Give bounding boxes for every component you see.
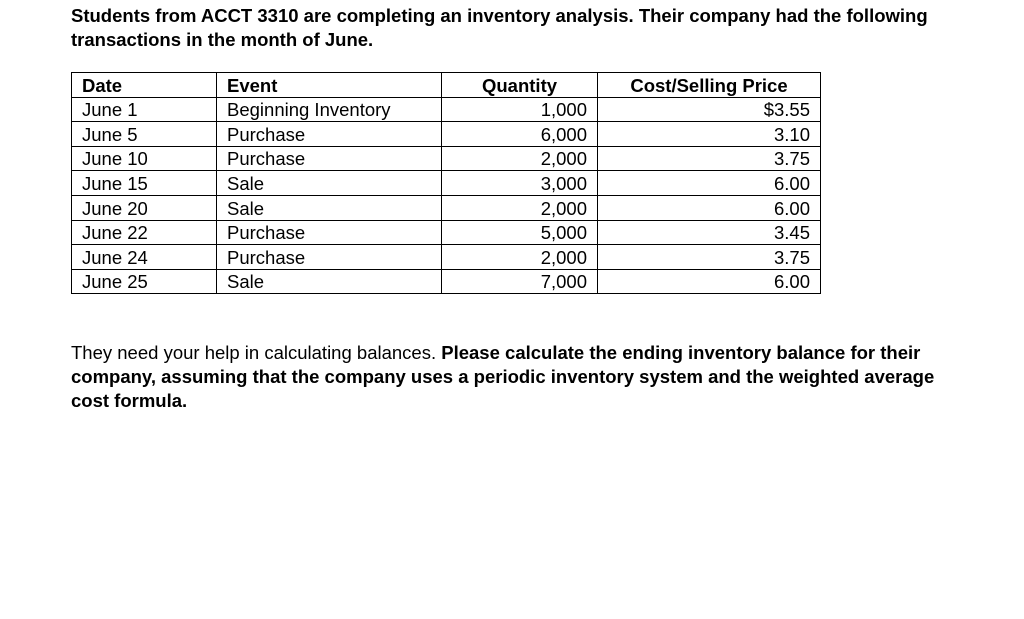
table-row <box>72 171 821 196</box>
cell-quantity: 6,000 <box>442 122 598 147</box>
table-row <box>72 97 821 122</box>
cell-event: Purchase <box>217 245 442 270</box>
cell-price: 6.00 <box>598 171 821 196</box>
cell-date: June 5 <box>72 122 217 147</box>
cell-price: 6.00 <box>598 195 821 220</box>
table-row <box>72 122 821 147</box>
transactions-table <box>71 72 821 294</box>
cell-event: Sale <box>217 171 442 196</box>
cell-date: June 20 <box>72 195 217 220</box>
table-row <box>72 146 821 171</box>
cell-event: Purchase <box>217 122 442 147</box>
table-row <box>72 220 821 245</box>
table-row <box>72 195 821 220</box>
cell-price: 6.00 <box>598 269 821 294</box>
cell-date: June 22 <box>72 220 217 245</box>
cell-price: 3.75 <box>598 245 821 270</box>
table-row <box>72 269 821 294</box>
cell-date: June 25 <box>72 269 217 294</box>
cell-price: 3.75 <box>598 146 821 171</box>
cell-quantity: 2,000 <box>442 146 598 171</box>
instruction-text <box>71 341 971 413</box>
cell-quantity: 7,000 <box>442 269 598 294</box>
header-date: Date <box>72 73 217 98</box>
cell-date: June 15 <box>72 171 217 196</box>
cell-event: Purchase <box>217 220 442 245</box>
cell-event: Purchase <box>217 146 442 171</box>
cell-quantity: 5,000 <box>442 220 598 245</box>
cell-quantity: 2,000 <box>442 245 598 270</box>
cell-event: Sale <box>217 195 442 220</box>
cell-quantity: 1,000 <box>442 97 598 122</box>
cell-quantity: 3,000 <box>442 171 598 196</box>
cell-price: 3.10 <box>598 122 821 147</box>
header-event: Event <box>217 73 442 98</box>
intro-text: Students from ACCT 3310 are completing an inventory analysis. Their company had the following transactions in the month of June. <box>71 5 928 50</box>
table-header-row <box>72 73 821 98</box>
cell-date: June 10 <box>72 146 217 171</box>
header-price: Cost/Selling Price <box>598 73 821 98</box>
cell-date: June 24 <box>72 245 217 270</box>
instruction-task: Please calculate the ending inventory balance for their company, assuming that the company uses a periodic inventory system and the weighted average cost formula. <box>71 342 935 411</box>
header-quantity: Quantity <box>442 73 598 98</box>
cell-quantity: 2,000 <box>442 195 598 220</box>
cell-event: Beginning Inventory <box>217 97 442 122</box>
cell-price: $3.55 <box>598 97 821 122</box>
instruction-intro: They need your help in calculating balances. <box>71 342 442 363</box>
table-row <box>72 245 821 270</box>
cell-date: June 1 <box>72 97 217 122</box>
cell-event: Sale <box>217 269 442 294</box>
cell-price: 3.45 <box>598 220 821 245</box>
